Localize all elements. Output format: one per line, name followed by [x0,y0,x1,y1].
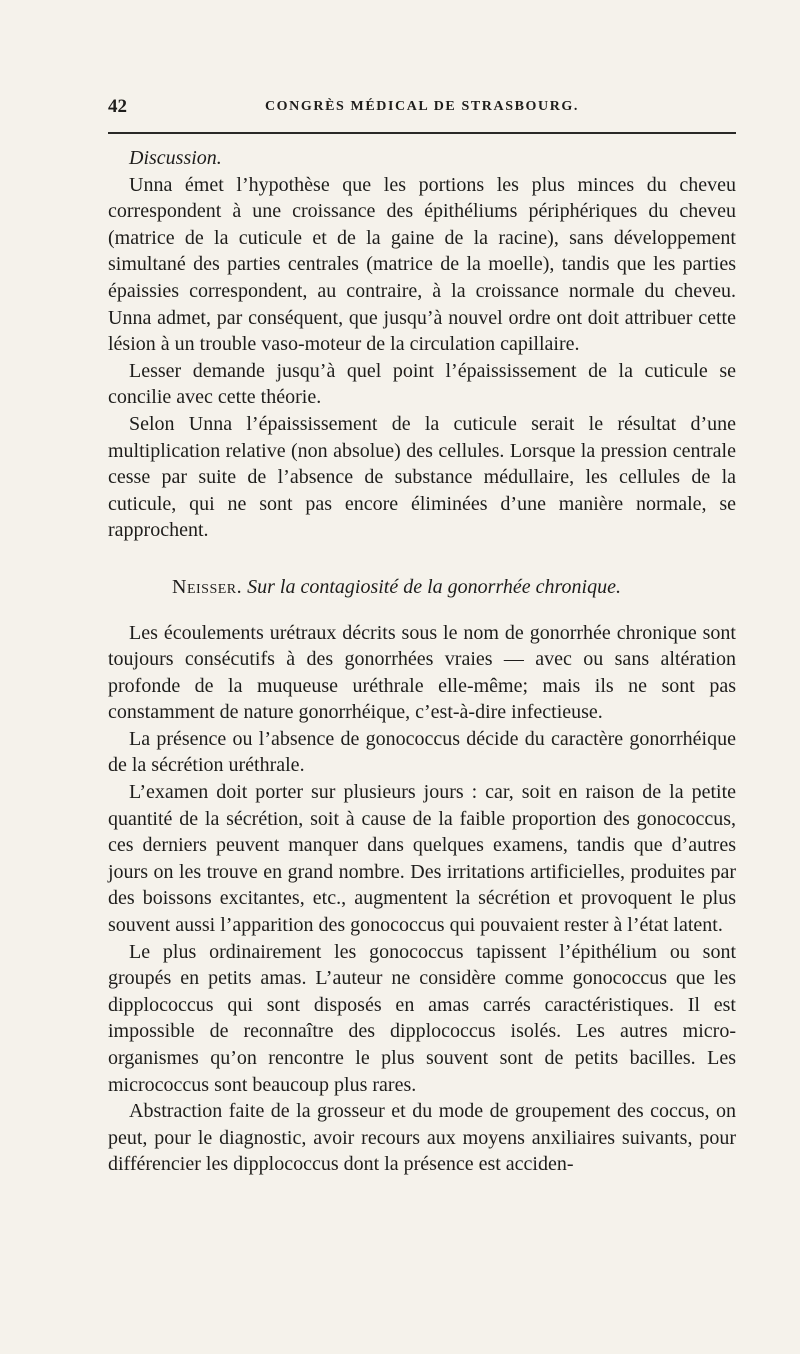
paragraph: Le plus ordinairement les gonococcus tapissent l’épithélium ou sont groupés en petits amas. L’auteur ne considère comme gonococcus que les dipplococcus qui sont disposés en amas carrés caractéristiques. Il est impossible de reconnaître des dipplococcus isolés. Les autres micro-organismes qu’on rencontre le plus souvent sont de petits bacilles. Les micrococcus sont beaucoup plus rares. [108,940,736,1096]
body-text [108,145,736,1178]
paragraph: Abstraction faite de la grosseur et du mode de groupement des coccus, on peut, pour le diagnostic, avoir recours aux moyens anxiliaires suivants, pour différencier les dipplococcus dont la présence est acciden- [108,1100,736,1176]
running-head: CONGRÈS MÉDICAL DE STRASBOURG. [264,99,580,114]
page-number: 42 [108,96,127,117]
paragraph: La présence ou l’absence de gonococcus décide du caractère gonorrhéique de la sécrétion uréthrale. [108,727,736,777]
paragraph: L’examen doit porter sur plusieurs jours : car, soit en raison de la petite quantité de la sécrétion, soit à cause de la faible proportion des gonococcus, ces derniers peuvent manquer dans quelques examens, tandis que d’autres jours on les trouve en grand nombre. Des irritations artificielles, produites par des boissons excitantes, etc., augmentent la sécrétion et provoquent le plus souvent aussi l’apparition des gonococcus qui pouvaient rester à l’état latent. [108,781,736,937]
header-rule [108,132,736,134]
section-author: Neisser. [172,575,243,598]
page-header [108,96,736,118]
paragraph: Les écoulements urétraux décrits sous le nom de gonorrhée chronique sont toujours consécutifs à des gonorrhées vraies — avec ou sans altération profonde de la muqueuse uréthrale elle-même; mais ils ne sont pas constamment de nature gonorrhéique, c’est-à-dire infectieuse. [108,621,736,724]
section-heading [108,574,736,601]
discussion-label: Discussion. [129,147,222,169]
paragraph: Unna émet l’hypothèse que les portions les plus minces du cheveu correspondent à une croissance des épithéliums périphériques du cheveu (matrice de la cuticule et de la gaine de la racine), sans développement simultané des parties centrales (matrice de la moelle), tandis que les parties épaissies correspondent, au contraire, à la croissance normale du cheveu. Unna admet, par conséquent, que jusqu’à nouvel ordre ont doit attribuer cette lésion à un trouble vaso-moteur de la circulation capillaire. [108,173,736,356]
section-title: Sur la contagiosité de la gonorrhée chronique. [247,575,621,598]
paragraph: Selon Unna l’épaississement de la cuticule serait le résultat d’une multiplication relative (non absolue) des cellules. Lorsque la pression centrale cesse par suite de l’absence de substance médullaire, les cellules de la cuticule, qui ne sont pas encore éliminées d’une manière normale, se rapprochent. [108,412,736,542]
paragraph: Lesser demande jusqu’à quel point l’épaississement de la cuticule se concilie avec cette théorie. [108,359,736,409]
